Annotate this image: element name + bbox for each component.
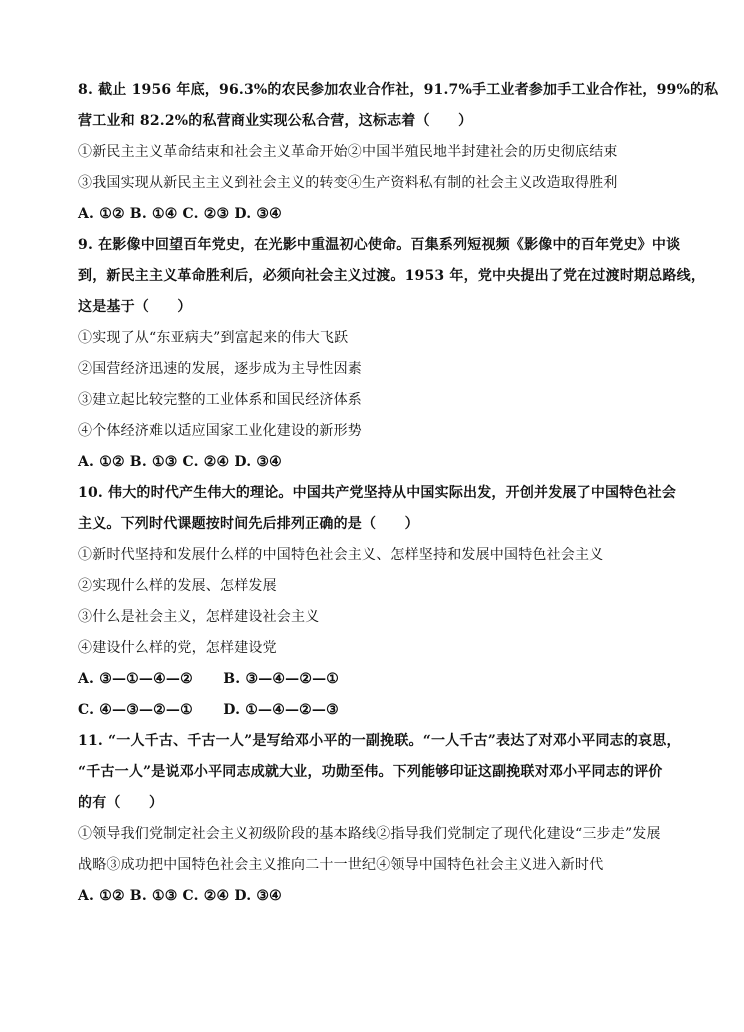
question-10-options-row-2: C. ④—③—②—① D. ①—④—②—③ xyxy=(78,702,339,718)
question-10-statement-2: ②实现什么样的发展、怎样发展 xyxy=(78,578,277,594)
question-10-statement-4: ④建设什么样的党，怎样建设党 xyxy=(78,640,277,656)
question-8-stem-line-2: 营工业和 82.2%的私营商业实现公私合营，这标志着（ ） xyxy=(78,113,473,129)
question-9 xyxy=(78,235,706,472)
question-11-stem-line-2: “千古一人”是说邓小平同志成就大业，功勋至伟。下列能够印证这副挽联对邓小平同志的评价 xyxy=(78,764,663,780)
question-9-options: A. ①② B. ①③ C. ②④ D. ③④ xyxy=(78,454,282,470)
question-9-stem-line-3: 这是基于（ ） xyxy=(78,299,192,315)
question-8-statement-line-2: ③我国实现从新民主主义到社会主义的转变④生产资料私有制的社会主义改造取得胜利 xyxy=(78,175,618,191)
question-11-stem-line-1: 11. “一人千古、千古一人”是写给邓小平的一副挽联。“一人千古”表达了对邓小平同志的哀思， xyxy=(78,733,681,749)
question-11-statement-line-1: ①领导我们党制定社会主义初级阶段的基本路线②指导我们党制定了现代化建设“三步走”发展 xyxy=(78,826,661,842)
question-11-options: A. ①② B. ①③ C. ②④ D. ③④ xyxy=(78,888,282,904)
exam-page xyxy=(78,80,719,917)
question-8-stem-line-1: 8. 截止 1956 年底，96.3%的农民参加农业合作社，91.7%手工业者参加手工业合作社，99%的私 xyxy=(78,82,719,98)
question-10-statement-3: ③什么是社会主义，怎样建设社会主义 xyxy=(78,609,320,625)
question-10-stem-line-2: 主义。下列时代课题按时间先后排列正确的是（ ） xyxy=(78,516,419,532)
question-9-stem-line-2: 到，新民主主义革命胜利后，必须向社会主义过渡。1953 年，党中央提出了党在过渡时期总路线， xyxy=(78,268,706,284)
question-8-statement-line-1: ①新民主主义革命结束和社会主义革命开始②中国半殖民地半封建社会的历史彻底结束 xyxy=(78,144,618,160)
question-9-statement-3: ③建立起比较完整的工业体系和国民经济体系 xyxy=(78,392,362,408)
question-11-statement-line-2: 战略③成功把中国特色社会主义推向二十一世纪④领导中国特色社会主义进入新时代 xyxy=(78,857,604,873)
question-9-statement-1: ①实现了从“东亚病夫”到富起来的伟大飞跃 xyxy=(78,330,349,346)
question-9-statement-4: ④个体经济难以适应国家工业化建设的新形势 xyxy=(78,423,362,439)
question-11 xyxy=(78,731,681,906)
question-8-options: A. ①② B. ①④ C. ②③ D. ③④ xyxy=(78,206,282,222)
question-9-statement-2: ②国营经济迅速的发展，逐步成为主导性因素 xyxy=(78,361,362,377)
question-10-statement-1: ①新时代坚持和发展什么样的中国特色社会主义、怎样坚持和发展中国特色社会主义 xyxy=(78,547,604,563)
question-9-stem-line-1: 9. 在影像中回望百年党史，在光影中重温初心使命。百集系列短视频《影像中的百年党史》中谈 xyxy=(78,237,681,253)
question-8 xyxy=(78,80,719,224)
question-10-options-row-1: A. ③—①—④—② B. ③—④—②—① xyxy=(78,671,340,687)
question-11-stem-line-3: 的有（ ） xyxy=(78,795,164,811)
question-10-stem-line-1: 10. 伟大的时代产生伟大的理论。中国共产党坚持从中国实际出发，开创并发展了中国特色社会 xyxy=(78,485,677,501)
question-10 xyxy=(78,483,678,720)
